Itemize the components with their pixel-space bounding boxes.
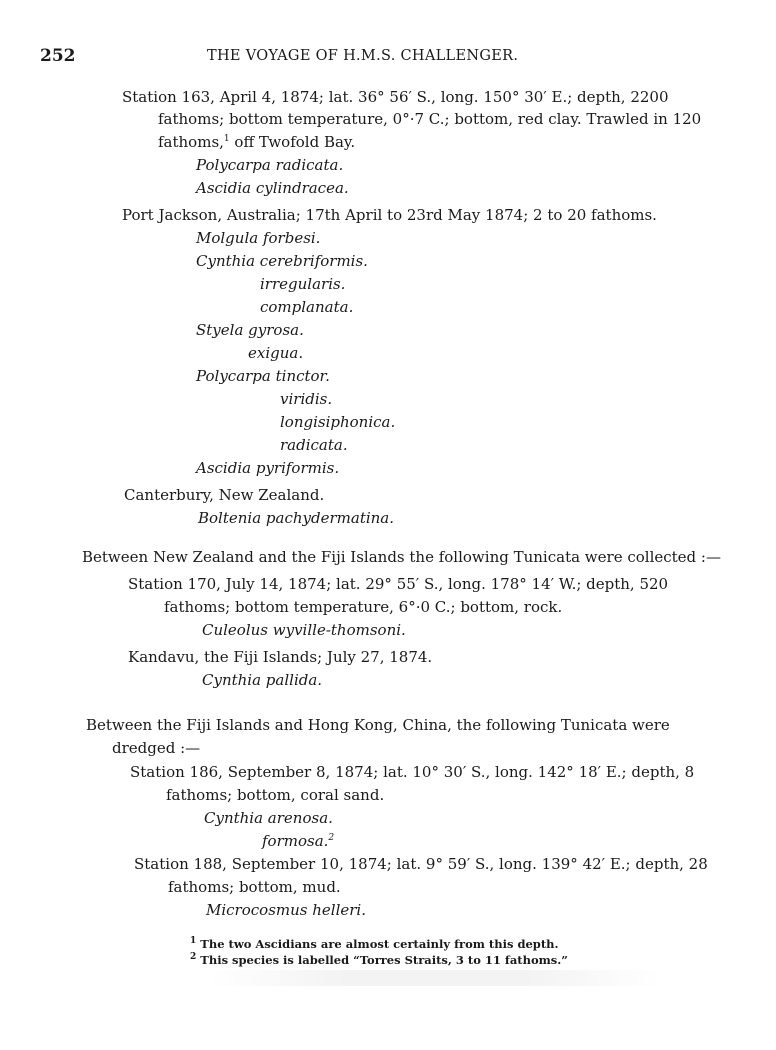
kandavu-heading: Kandavu, the Fiji Islands; July 27, 1874.	[128, 648, 433, 666]
station-188-line-2: fathoms; bottom, mud.	[168, 878, 341, 896]
species-microcosmus-helleri: Microcosmus helleri.	[206, 901, 366, 919]
species-item: radicata.	[280, 436, 348, 454]
footnote-2-text: This species is labelled “Torres Straits, 3 to 11 fathoms.”	[200, 953, 568, 967]
port-jackson-heading: Port Jackson, Australia; 17th April to 23rd May 1874; 2 to 20 fathoms.	[122, 206, 657, 224]
species-ascidia-cylindracea: Ascidia cylindracea.	[196, 179, 349, 197]
station-163-line-3	[158, 133, 355, 151]
species-item: Molgula forbesi.	[196, 229, 321, 247]
species-item: exigua.	[248, 344, 304, 362]
footnote-1-text: The two Ascidians are almost certainly from this depth.	[200, 937, 559, 951]
footnote-ref-1: 1	[223, 134, 230, 144]
nz-fiji-intro: Between New Zealand and the Fiji Islands the following Tunicata were collected :—	[82, 548, 721, 566]
station-163-line-1: Station 163, April 4, 1874; lat. 36° 56′ S., long. 150° 30′ E.; depth, 2200	[122, 88, 669, 106]
canterbury-heading: Canterbury, New Zealand.	[124, 486, 325, 504]
species-cynthia-arenosa: Cynthia arenosa.	[204, 809, 333, 827]
footnote-1-mark: 1	[190, 936, 197, 947]
species-culeolus-wyville-thomsoni: Culeolus wyville-thomsoni.	[202, 621, 406, 639]
species-formosa-label: formosa.	[262, 832, 329, 850]
fiji-hk-intro-line-2: dredged :—	[112, 739, 201, 757]
species-polycarpa-radicata: Polycarpa radicata.	[196, 156, 344, 174]
faded-bleedthrough	[210, 970, 660, 986]
station-163-line-3a: fathoms,	[158, 133, 224, 151]
footnote-1	[190, 937, 559, 951]
footnote-ref-2: 2	[328, 833, 335, 843]
species-item: Ascidia pyriformis.	[196, 459, 340, 477]
station-186-line-1: Station 186, September 8, 1874; lat. 10° 30′ S., long. 142° 18′ E.; depth, 8	[130, 763, 695, 781]
species-item: complanata.	[260, 298, 354, 316]
station-170-line-1: Station 170, July 14, 1874; lat. 29° 55′ S., long. 178° 14′ W.; depth, 520	[128, 575, 669, 593]
species-item: Polycarpa tinctor.	[196, 367, 330, 385]
footnote-2	[190, 953, 568, 967]
footnote-2-mark: 2	[190, 952, 197, 963]
running-title: THE VOYAGE OF H.M.S. CHALLENGER.	[207, 48, 519, 64]
species-cynthia-pallida: Cynthia pallida.	[202, 671, 323, 689]
species-boltenia-pachydermatina: Boltenia pachydermatina.	[198, 509, 395, 527]
species-formosa	[262, 832, 334, 850]
species-item: longisiphonica.	[280, 413, 396, 431]
species-item: viridis.	[280, 390, 333, 408]
station-188-line-1: Station 188, September 10, 1874; lat. 9° 59′ S., long. 139° 42′ E.; depth, 28	[134, 855, 708, 873]
station-186-line-2: fathoms; bottom, coral sand.	[166, 786, 385, 804]
station-170-line-2: fathoms; bottom temperature, 6°·0 C.; bottom, rock.	[164, 598, 563, 616]
station-163-line-2: fathoms; bottom temperature, 0°·7 C.; bottom, red clay. Trawled in 120	[158, 110, 702, 128]
species-item: irregularis.	[260, 275, 346, 293]
page-number: 252	[40, 46, 76, 66]
fiji-hk-intro-line-1: Between the Fiji Islands and Hong Kong, China, the following Tunicata were	[86, 716, 670, 734]
species-item: Styela gyrosa.	[196, 321, 304, 339]
species-item: Cynthia cerebriformis.	[196, 252, 368, 270]
station-163-line-3b: off Twofold Bay.	[229, 133, 356, 151]
